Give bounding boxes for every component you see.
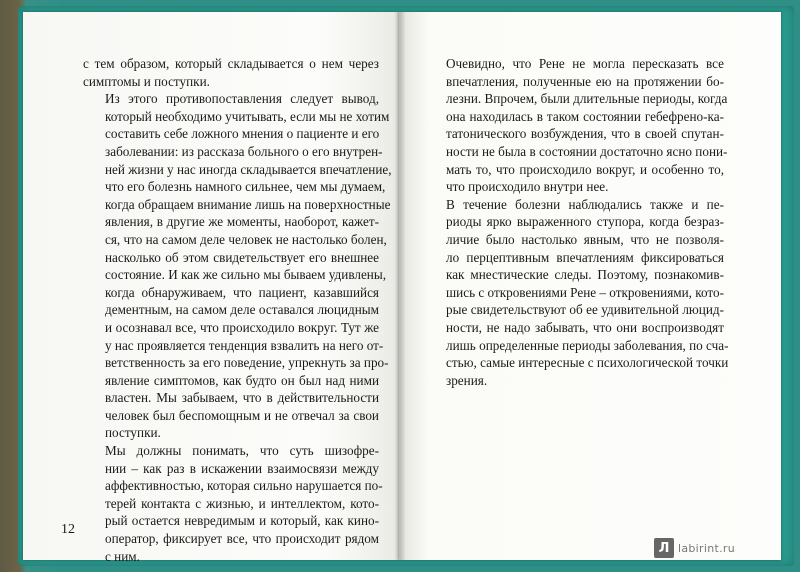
text-line: симптомы и поступки.	[83, 73, 210, 89]
paragraph	[424, 196, 729, 390]
text-line: ней жизни у нас иногда складывается впечатление,	[105, 161, 392, 177]
text-line: ся, что на самом деле человек не настолько болен,	[105, 231, 387, 247]
text-line: который необходимо учитывать, если мы не хотим	[105, 108, 390, 124]
text-line: Очевидно, что Рене не могла пересказать все	[446, 56, 724, 71]
page-number: 12	[61, 522, 75, 537]
text-line: ности, не надо забывать, что они воспроизводят	[446, 319, 724, 335]
labirint-logo-icon: Л	[654, 538, 674, 558]
text-line: у нас проявляется тенденция взвалить на него от-	[105, 337, 384, 353]
text-line: ветственность за его поведение, упрекнуть за про-	[105, 355, 389, 371]
text-line: заболевании: из рассказа больного о его внутрен-	[105, 143, 383, 159]
text-line: дементным, на самом деле оставался люцидным	[105, 302, 379, 318]
text-line: насколько об этом свидетельствует его внешнее	[105, 249, 379, 265]
text-line: явление симптомов, как будто он был над ними	[105, 372, 379, 388]
text-line: лезни. Впрочем, были длительные периоды, когда	[446, 91, 728, 107]
text-line: с ним.	[105, 548, 140, 564]
right-page-text	[424, 55, 729, 389]
text-line: ности не была в состоянии достаточно ясно пони-	[446, 143, 728, 159]
text-line: стью, самые интересные с психологической точки	[446, 355, 729, 371]
text-line: с тем образом, который складывается о нем через	[83, 56, 379, 71]
text-line: оператор, фиксирует все, что происходит рядом	[105, 531, 379, 547]
paragraph	[83, 442, 383, 565]
text-line: мать то, что происходило вокруг, и особенно то,	[446, 161, 724, 177]
text-line: лишь определенные периоды заболевания, по сча-	[446, 337, 729, 353]
text-line: составить себе ложного мнения о пациенте и его	[105, 126, 380, 142]
text-line: явления, в другие же моменты, наоборот, кажет-	[105, 214, 379, 230]
text-line: состояние. И как же сильно мы бываем удивлены,	[105, 267, 387, 283]
text-line: поступки.	[105, 425, 161, 441]
paragraph	[83, 55, 379, 90]
text-line: нии – как раз в искажении взаимосвязи между	[105, 460, 379, 476]
text-line: человек был беспомощным и не отвечал за свои	[105, 407, 379, 423]
text-line: Мы должны понимать, что суть шизофре-	[105, 443, 379, 459]
paragraph	[83, 90, 392, 442]
text-line: что происходило внутри нее.	[446, 179, 609, 195]
text-line: личие было настолько явным, что не позволя-	[446, 231, 724, 247]
paragraph	[424, 55, 728, 196]
text-line: Из этого противопоставления следует вывод,	[105, 91, 379, 107]
text-line: когда обнаруживаем, что пациент, казавшийся	[105, 284, 379, 300]
text-line: В течение болезни наблюдались также и пе-	[446, 196, 724, 212]
text-line: как мнестические следы. Поэтому, познакомив-	[446, 267, 724, 283]
text-line: зрения.	[446, 372, 488, 388]
text-line: рый остается невредимым и который, как кино-	[105, 513, 379, 529]
text-line: и осознавал все, что происходило вокруг. Тут же	[105, 319, 379, 335]
text-line: шись с откровениями Рене – откровениями, кото-	[446, 284, 724, 300]
text-line: когда обращаем внимание лишь на поверхностные	[105, 196, 391, 212]
book-gutter	[394, 12, 406, 560]
text-line: впечатления, полученные ею на протяжении бо-	[446, 73, 724, 89]
watermark	[654, 538, 735, 558]
text-line: она находилась в таком состоянии гебефрено-ка-	[446, 108, 724, 124]
text-line: что его болезнь намного сильнее, чем мы думаем,	[105, 179, 386, 195]
text-line: терей контакта с жизнью, и интеллектом, кото-	[105, 495, 379, 511]
right-page	[399, 12, 781, 560]
text-line: ло перцептивным впечатлениям фиксироваться	[446, 249, 724, 265]
watermark-text: labirint.ru	[678, 541, 735, 555]
left-page-text	[83, 55, 392, 565]
text-line: властен. Мы забываем, что в действительности	[105, 390, 379, 406]
left-page	[23, 12, 399, 564]
text-line: татонического возбуждения, что в своей спутан-	[446, 126, 724, 142]
text-line: аффективностью, которая сильно нарушается по-	[105, 478, 383, 494]
text-line: рые свидетельствуют об ее удивительной люцид-	[446, 302, 724, 318]
text-line: риоды ярко выраженного ступора, когда безраз-	[446, 214, 724, 230]
